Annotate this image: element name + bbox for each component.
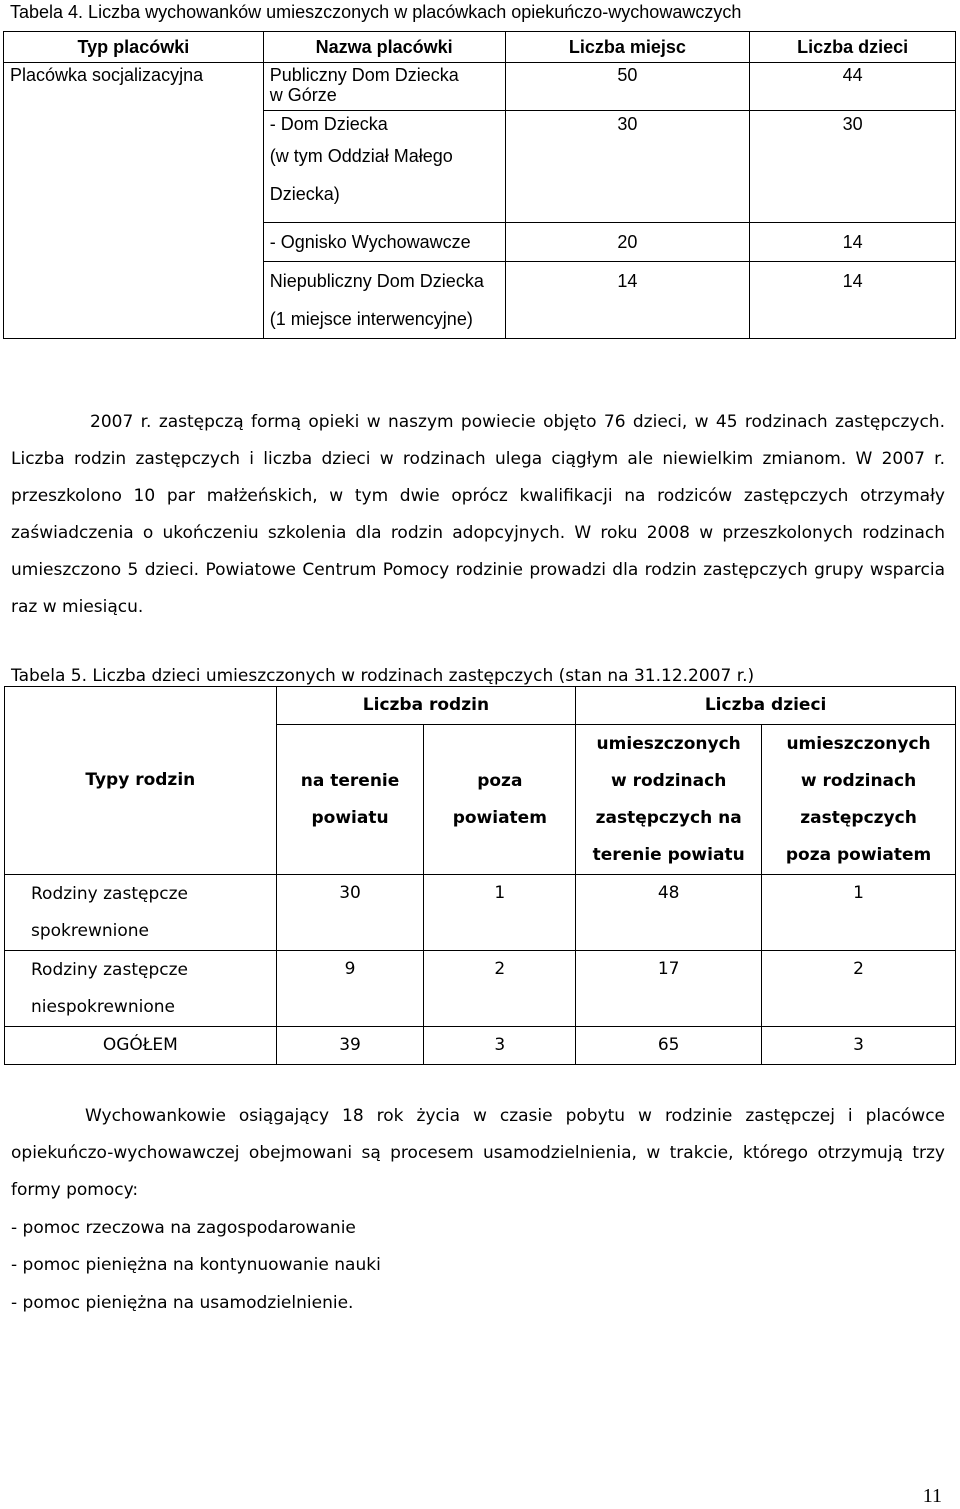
header-line: powiatem bbox=[452, 807, 547, 828]
table4-header-row bbox=[4, 32, 956, 63]
table5-total-value: 39 bbox=[276, 1027, 424, 1065]
children-value: 14 bbox=[842, 271, 863, 291]
header-line: zastępczych bbox=[800, 807, 917, 828]
type-line: Rodziny zastępcze bbox=[31, 959, 188, 980]
list-item: - pomoc pieniężna na kontynuowanie nauki bbox=[11, 1255, 381, 1275]
name-line: w Górze bbox=[269, 85, 337, 105]
table4-places-cell bbox=[505, 111, 750, 223]
table5-header-children-outside bbox=[762, 725, 956, 875]
table4-name-cell bbox=[263, 63, 505, 111]
places-value: 20 bbox=[617, 232, 638, 252]
table-row bbox=[5, 875, 956, 951]
children-value: 30 bbox=[842, 114, 863, 134]
header-line: zastępczych na bbox=[595, 807, 742, 828]
name-line: Niepubliczny Dom Dziecka bbox=[269, 271, 484, 291]
table5-total-label: OGÓŁEM bbox=[5, 1027, 277, 1065]
table5-header-families: Liczba rodzin bbox=[276, 687, 576, 725]
paragraph-independence bbox=[11, 1098, 945, 1209]
table4-places-cell bbox=[505, 223, 750, 262]
table5-value-cell: 48 bbox=[576, 875, 762, 951]
table4-children-cell bbox=[750, 63, 956, 111]
table5-total-row bbox=[5, 1027, 956, 1065]
header-line: umieszczonych bbox=[786, 733, 931, 754]
table4-places-cell bbox=[505, 262, 750, 339]
table4-name-cell bbox=[263, 111, 505, 223]
header-line: w rodzinach bbox=[610, 770, 727, 791]
name-line: (w tym Oddział Małego bbox=[269, 146, 453, 166]
table4-header-type: Typ placówki bbox=[4, 32, 264, 63]
table5-type-cell bbox=[5, 951, 277, 1027]
table5-value-cell: 30 bbox=[276, 875, 424, 951]
paragraph-text: Wychowankowie osiągający 18 rok życia w czasie pobytu w rodzinie zastępczej i placówce opiekuńczo-wychowawczej obejmowani są procesem usamodzielnienia, w trakcie, którego otrzymują trzy formy pomocy: bbox=[11, 1106, 945, 1200]
header-line: umieszczonych bbox=[596, 733, 741, 754]
header-line: na terenie bbox=[300, 770, 400, 791]
table4-name-cell bbox=[263, 223, 505, 262]
places-value: 14 bbox=[617, 271, 638, 291]
places-value: 30 bbox=[617, 114, 638, 134]
table4-header-places: Liczba miejsc bbox=[505, 32, 750, 63]
table5-value-cell: 2 bbox=[424, 951, 576, 1027]
type-line: spokrewnione bbox=[31, 920, 150, 941]
table5-total-value: 3 bbox=[762, 1027, 956, 1065]
table5-type-cell bbox=[5, 875, 277, 951]
table5-total-value: 3 bbox=[424, 1027, 576, 1065]
children-value: 44 bbox=[842, 65, 863, 85]
table4-children-cell bbox=[750, 262, 956, 339]
table5 bbox=[4, 686, 956, 1065]
table5-total-value: 65 bbox=[576, 1027, 762, 1065]
table-row bbox=[5, 951, 956, 1027]
table5-header-type: Typy rodzin bbox=[5, 687, 277, 875]
table5-header-children-local bbox=[576, 725, 762, 875]
table5-value-cell: 2 bbox=[762, 951, 956, 1027]
header-line: terenie powiatu bbox=[592, 844, 745, 865]
table4 bbox=[3, 31, 956, 339]
table4-type-cell bbox=[4, 63, 264, 339]
table5-group-header-row bbox=[5, 687, 956, 725]
type-line: niespokrewnione bbox=[31, 996, 175, 1017]
table4-name-cell bbox=[263, 262, 505, 339]
places-value: 50 bbox=[617, 65, 638, 85]
header-line: poza powiatem bbox=[785, 844, 932, 865]
table4-children-cell bbox=[750, 111, 956, 223]
name-line: - Ognisko Wychowawcze bbox=[269, 232, 471, 252]
list-item: - pomoc rzeczowa na zagospodarowanie bbox=[11, 1218, 356, 1238]
paragraph-text: 2007 r. zastępczą formą opieki w naszym powiecie objęto 76 dzieci, w 45 rodzinach zastępczych. Liczba rodzin zastępczych i liczba dzieci w rodzinach ulega ciągłym ale niewielkim zmianom. W 2007 r. przeszkolono 10 par małżeńskich, w tym dwie oprócz kwalifikacji na rodziców zastępczych otrzymały zaświadczenia o ukończeniu szkolenia dla rodzin adopcyjnych. W roku 2008 w przeszkolonych rodzinach umieszczono 5 dzieci. Powiatowe Centrum Pomocy rodzinie prowadzi dla rodzin zastępczych grupy wsparcia raz w miesiącu. bbox=[11, 412, 945, 617]
table4-caption: Tabela 4. Liczba wychowanków umieszczonych w placówkach opiekuńczo-wychowawczych bbox=[10, 2, 742, 22]
name-line: (1 miejsce interwencyjne) bbox=[269, 309, 473, 329]
table4-places-cell bbox=[505, 63, 750, 111]
header-line: powiatu bbox=[311, 807, 389, 828]
table5-header-children: Liczba dzieci bbox=[576, 687, 956, 725]
table4-header-name: Nazwa placówki bbox=[263, 32, 505, 63]
table5-value-cell: 1 bbox=[762, 875, 956, 951]
list-item: - pomoc pieniężna na usamodzielnienie. bbox=[11, 1293, 354, 1313]
name-line: Publiczny Dom Dziecka bbox=[269, 65, 459, 85]
table4-header-children: Liczba dzieci bbox=[750, 32, 956, 63]
table5-value-cell: 9 bbox=[276, 951, 424, 1027]
page-number: 11 bbox=[922, 1485, 942, 1507]
header-line: w rodzinach bbox=[800, 770, 917, 791]
table5-header-outside bbox=[424, 725, 576, 875]
table4-children-cell bbox=[750, 223, 956, 262]
table5-caption: Tabela 5. Liczba dzieci umieszczonych w rodzinach zastępczych (stan na 31.12.2007 r.) bbox=[11, 666, 755, 686]
table-row bbox=[4, 63, 956, 111]
children-value: 14 bbox=[842, 232, 863, 252]
name-line: Dziecka) bbox=[269, 184, 340, 204]
paragraph-foster-care bbox=[11, 404, 945, 626]
table5-header-local bbox=[276, 725, 424, 875]
type-line: Rodziny zastępcze bbox=[31, 883, 188, 904]
table5-value-cell: 1 bbox=[424, 875, 576, 951]
name-line: - Dom Dziecka bbox=[269, 114, 388, 134]
header-line: poza bbox=[477, 770, 523, 791]
table5-value-cell: 17 bbox=[576, 951, 762, 1027]
table4-type-label: Placówka socjalizacyjna bbox=[10, 65, 204, 85]
